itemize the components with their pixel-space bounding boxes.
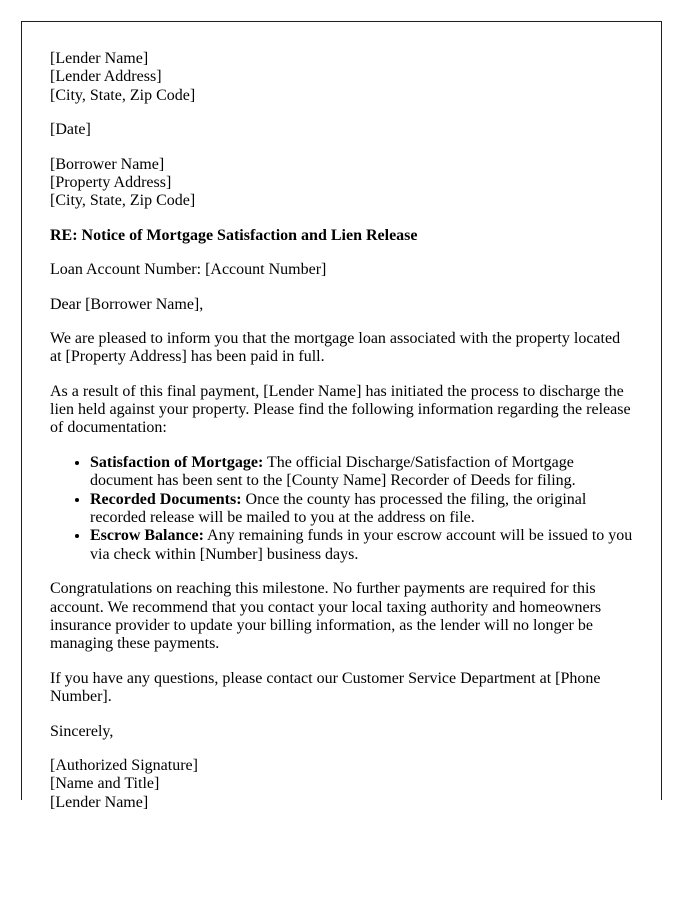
recipient-city-state-zip: [City, State, Zip Code] [50,192,196,210]
closing: Sincerely, [50,722,114,740]
list-item-recorded-documents [90,491,633,528]
authorized-signature-line: [Authorized Signature] [50,756,198,774]
recipient-name: [Borrower Name] [50,155,165,173]
release-info-list [50,454,633,564]
name-and-title-line: [Name and Title] [50,775,160,793]
bullet-label: Satisfaction of Mortgage: [90,453,264,471]
list-item-satisfaction-of-mortgage [90,454,633,491]
subject-line: RE: Notice of Mortgage Satisfaction and Lien Release [50,226,418,244]
bullet-label: Escrow Balance: [90,527,204,545]
bullet-text: Once the county has processed the filing, the original recorded release will be mailed to you at the address on file. [90,490,587,527]
bullet-text: The official Discharge/Satisfaction of Mortgage document has been sent to the [County Name] Recorder of Deeds for filing. [90,453,576,490]
bullet-label: Recorded Documents: [90,490,242,508]
paragraph-lien-discharge: As a result of this final payment, [Lender Name] has initiated the process to discharge the lien held against your property. Please find the following information regarding the release of documentation: [50,382,631,437]
signature-block [50,757,633,812]
list-item-escrow-balance [90,527,633,564]
salutation: Dear [Borrower Name], [50,295,204,313]
date-line: [Date] [50,121,91,139]
letter-page [21,21,662,811]
paragraph-customer-service: If you have any questions, please contact our Customer Service Department at [Phone Number]. [50,669,601,706]
sender-name: [Lender Name] [50,50,149,67]
bullet-text: Any remaining funds in your escrow account will be issued to you via check within [Number] business days. [90,527,633,563]
signature-lender-name-line: [Lender Name] [50,793,149,811]
recipient-address-block [50,156,633,211]
sender-city-state-zip: [City, State, Zip Code] [50,86,196,104]
loan-account-number-line: Loan Account Number: [Account Number] [50,261,327,279]
recipient-property-address: [Property Address] [50,173,172,191]
paragraph-congratulations: Congratulations on reaching this milestone. No further payments are required for this account. We recommend that you contact your local taxing authority and homeowners insurance provider to update your billing information, as the lender will no longer be managing these payments. [50,580,602,653]
paragraph-paid-in-full: We are pleased to inform you that the mortgage loan associated with the property located at [Property Address] has been paid in full. [50,329,621,366]
sender-address-block [50,50,633,105]
sender-address: [Lender Address] [50,68,162,86]
